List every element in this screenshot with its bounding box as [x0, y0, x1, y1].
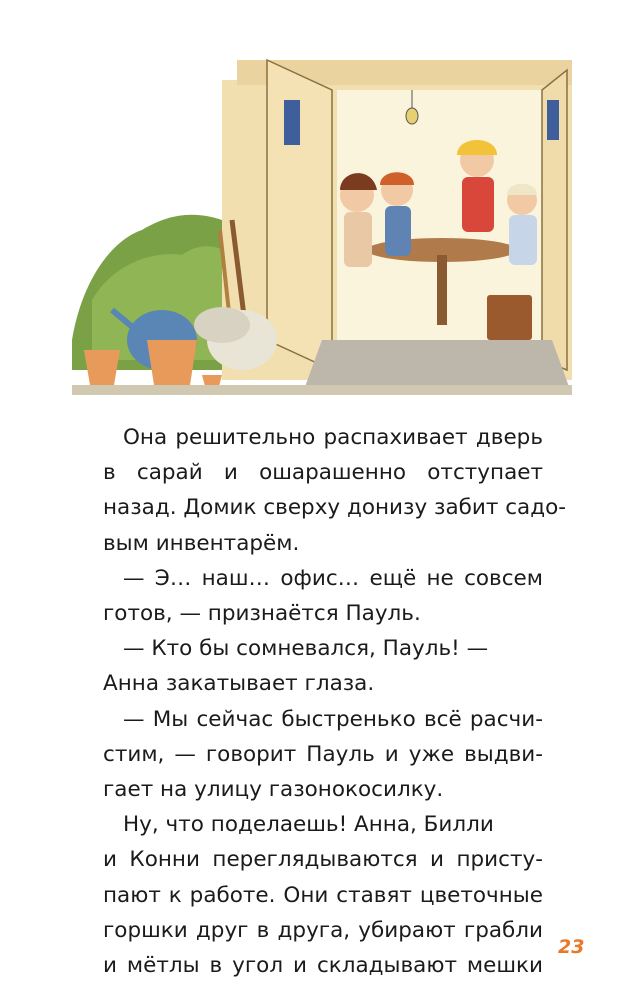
flower-pot-1 [84, 350, 120, 385]
story-text [103, 420, 566, 983]
text-line: готов, — признаётся Пауль. [103, 601, 421, 627]
text-line: — Мы сейчас быстренько всё расчи- [123, 706, 543, 732]
text-line: гает на улицу газонокосилку. [103, 777, 444, 803]
flower-pot-2 [147, 340, 197, 385]
paragraph-3 [103, 631, 543, 701]
page-number: 23 [558, 936, 585, 958]
suitcase [487, 295, 532, 340]
paragraph-4 [103, 702, 543, 808]
text-line: Она решительно распахивает дверь [123, 425, 543, 450]
text-line: Ну, что поделаешь! Анна, Билли [123, 812, 494, 838]
paragraph-5 [103, 807, 543, 983]
text-line: — Э… наш… офис… ещё не совсем [123, 565, 543, 591]
text-line: стим, — говорит Пауль и уже выдви- [103, 741, 543, 767]
text-line: Анна закатывает глаза. [103, 671, 375, 697]
door-window-left [284, 100, 300, 145]
paragraph-1 [103, 420, 566, 561]
light-bulb [406, 108, 418, 124]
paragraph-2 [103, 561, 543, 631]
text-line: пают к работе. Они ставят цветочные [103, 882, 543, 908]
text-line: назад. Домик сверху донизу забит садо- [103, 495, 566, 521]
text-line: — Кто бы сомневался, Пауль! — [123, 636, 489, 662]
illustration-garden-shed [72, 40, 572, 395]
text-line: горшки друг в друга, убирают грабли [103, 917, 543, 943]
text-line: в сарай и ошарашенно отступает [103, 460, 543, 486]
text-line: и мётлы в угол и складывают мешки [103, 953, 543, 979]
door-window-right [547, 100, 559, 140]
text-line: и Конни переглядываются и присту- [103, 847, 543, 873]
text-line: вым инвентарём. [103, 530, 300, 556]
